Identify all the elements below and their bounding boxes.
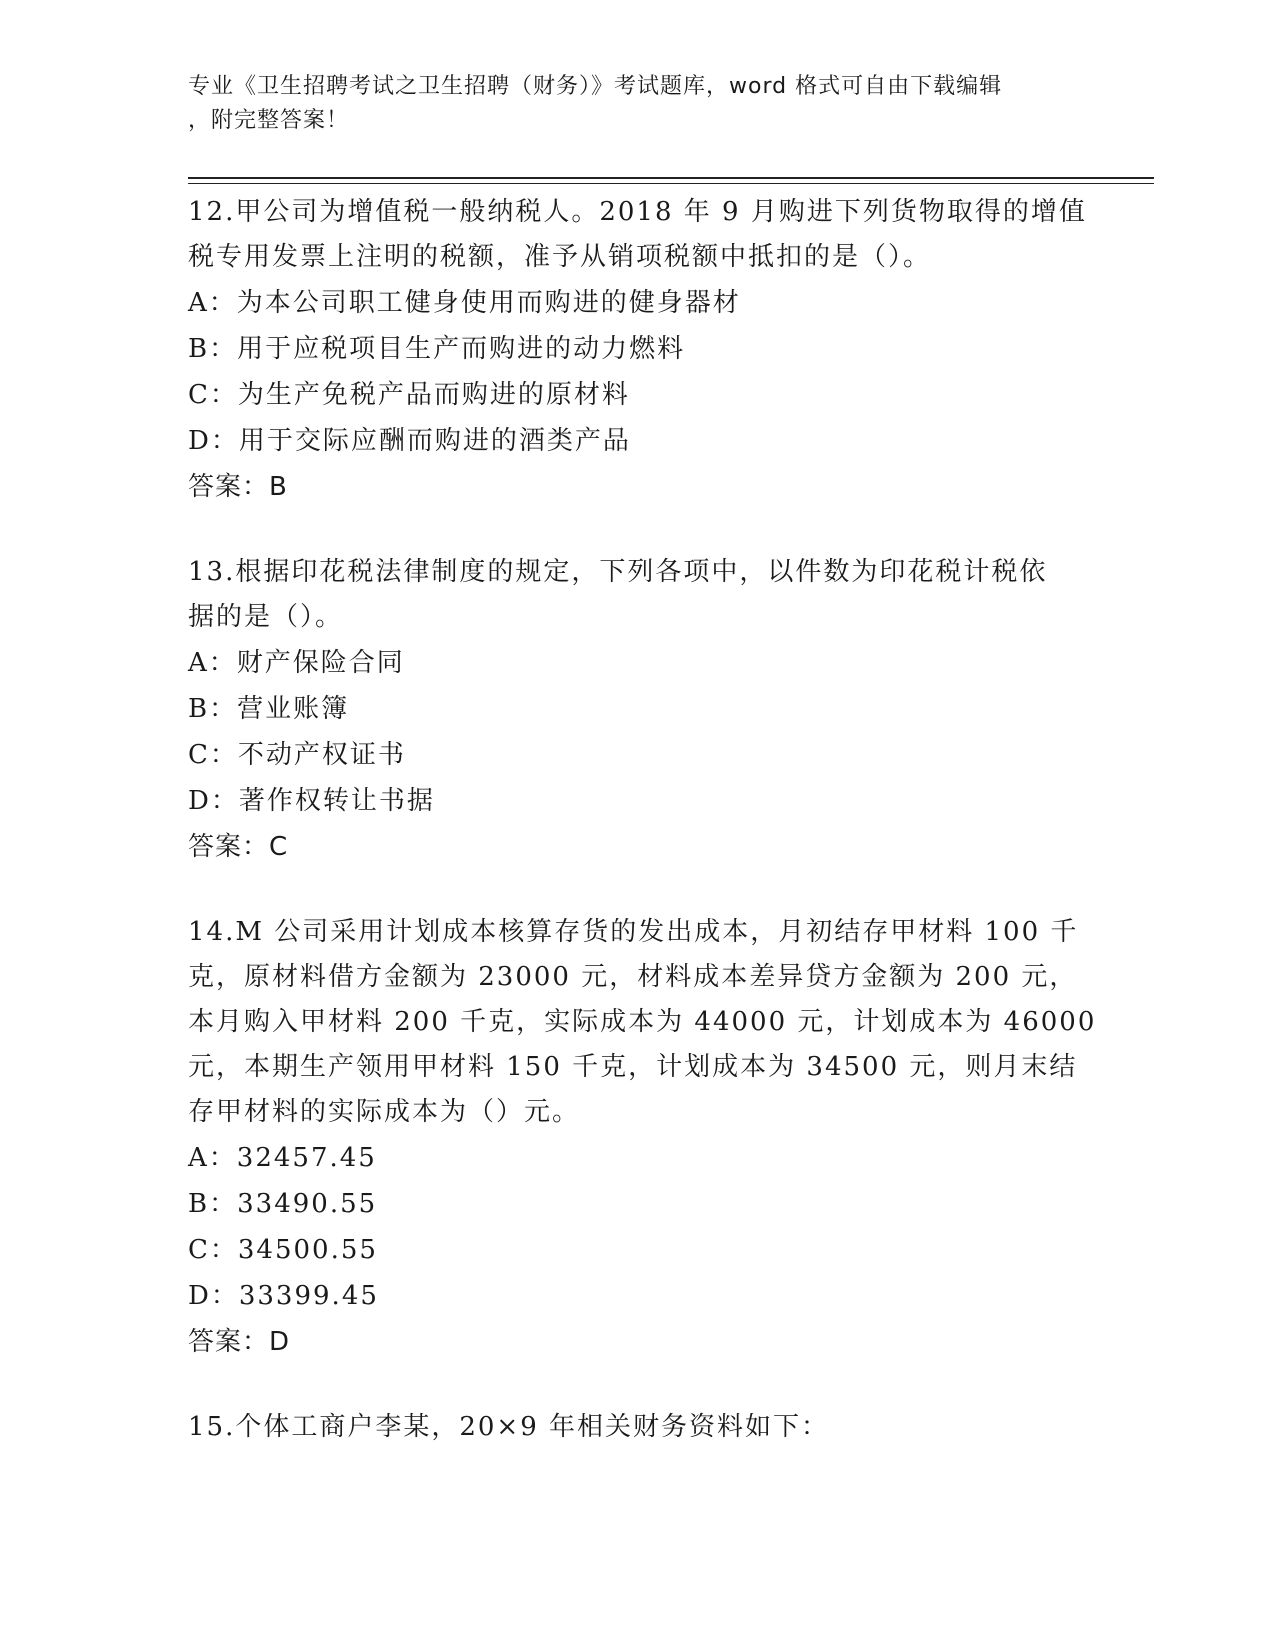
stem-line: 12.甲公司为增值税一般纳税人。2018 年 9 月购进下列货物取得的增值 — [188, 197, 1087, 227]
option-a: A：为本公司职工健身使用而购进的健身器材 — [188, 288, 741, 318]
option-a: A：财产保险合同 — [188, 648, 405, 678]
option-c: C：不动产权证书 — [188, 740, 406, 770]
stem-line: 税专用发票上注明的税额，准予从销项税额中抵扣的是（）。 — [188, 242, 932, 272]
header-line-1: 专业《卫生招聘考试之卫生招聘（财务）》考试题库，word 格式可自由下载编辑 — [188, 74, 1003, 99]
question-15 — [188, 1405, 1088, 1450]
question-13 — [188, 550, 1088, 870]
stem-line: 克，原材料借方金额为 23000 元，材料成本差异贷方金额为 200 元， — [188, 962, 1078, 992]
stem-line: 14.M 公司采用计划成本核算存货的发出成本，月初结存甲材料 100 千 — [188, 917, 1079, 947]
question-list — [188, 190, 1097, 1490]
question-14 — [188, 910, 1097, 1365]
answer: 答案：C — [188, 832, 289, 862]
stem-line: 本月购入甲材料 200 千克，实际成本为 44000 元，计划成本为 46000 — [188, 1007, 1097, 1037]
question-stem — [188, 190, 1088, 280]
option-c: C：34500.55 — [188, 1235, 378, 1265]
header-line-2: ，附完整答案！ — [188, 108, 350, 133]
stem-line: 15.个体工商户李某，20×9 年相关财务资料如下： — [188, 1412, 830, 1442]
stem-line: 元，本期生产领用甲材料 150 千克，计划成本为 34500 元，则月末结 — [188, 1052, 1078, 1082]
answer: 答案：D — [188, 1327, 291, 1357]
question-stem — [188, 910, 1097, 1135]
stem-line: 据的是（）。 — [188, 602, 344, 632]
document-header — [188, 70, 1088, 138]
option-d: D：用于交际应酬而购进的酒类产品 — [188, 426, 631, 456]
question-stem — [188, 1405, 1088, 1450]
question-12 — [188, 190, 1088, 510]
option-b: B：营业账簿 — [188, 694, 350, 724]
option-d: D：33399.45 — [188, 1281, 379, 1311]
answer: 答案：B — [188, 472, 288, 502]
option-d: D：著作权转让书据 — [188, 786, 435, 816]
stem-line: 存甲材料的实际成本为（）元。 — [188, 1097, 581, 1127]
question-stem — [188, 550, 1088, 640]
option-c: C：为生产免税产品而购进的原材料 — [188, 380, 630, 410]
option-a: A：32457.45 — [188, 1143, 377, 1173]
stem-line: 13.根据印花税法律制度的规定，下列各项中，以件数为印花税计税依 — [188, 557, 1048, 587]
option-b: B：用于应税项目生产而购进的动力燃料 — [188, 334, 686, 364]
header-divider-thin — [188, 183, 1154, 184]
option-b: B：33490.55 — [188, 1189, 378, 1219]
header-divider-thick — [188, 177, 1154, 179]
